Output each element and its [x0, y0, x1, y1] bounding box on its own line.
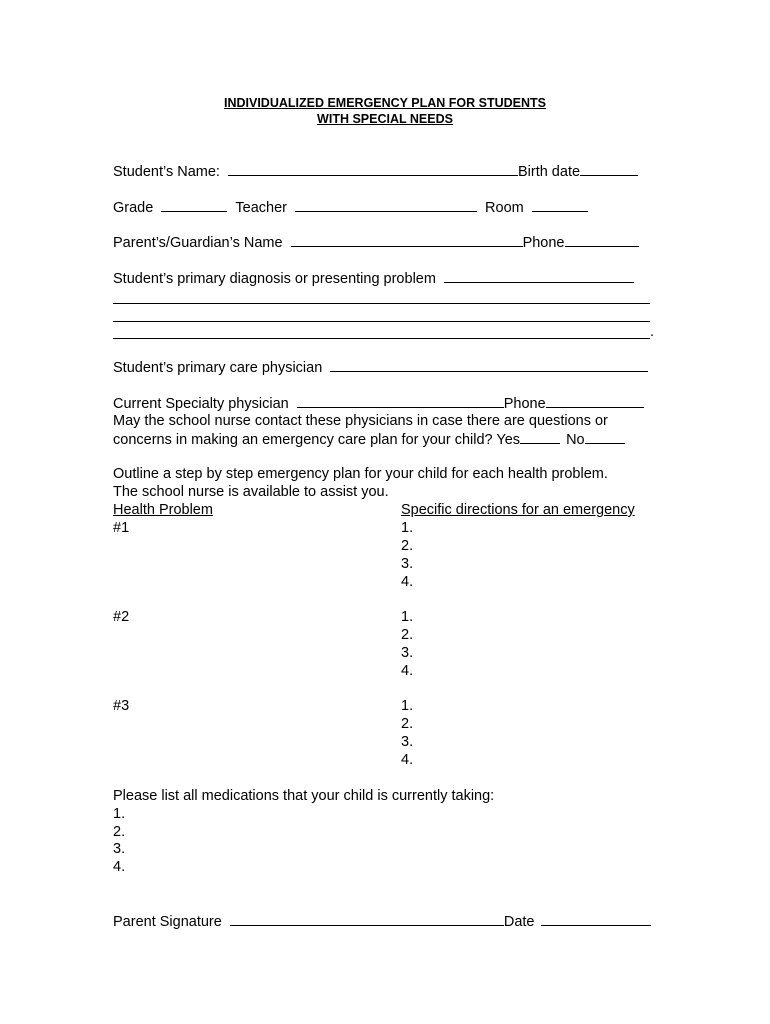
- medication-item-3: 3.: [113, 841, 126, 857]
- specialty-physician-row: [113, 394, 644, 413]
- diagnosis-line-2[interactable]: [113, 303, 650, 304]
- grade-label: Grade: [113, 200, 154, 216]
- problem-2-step-3: 3.: [401, 645, 414, 661]
- consent-yes-blank[interactable]: [520, 430, 560, 444]
- diagnosis-line-3[interactable]: [113, 321, 650, 322]
- problem-3-step-3: 3.: [401, 734, 414, 750]
- problem-3-step-4: 4.: [401, 752, 414, 768]
- parent-guardian-blank[interactable]: [291, 233, 523, 247]
- problem-2-step-4: 4.: [401, 663, 414, 679]
- parent-phone-blank[interactable]: [565, 233, 639, 247]
- primary-physician-blank[interactable]: [330, 358, 648, 372]
- grade-row: [113, 198, 588, 217]
- medication-item-2: 2.: [113, 824, 126, 840]
- parent-guardian-row: [113, 233, 639, 252]
- problem-2-step-1: 1.: [401, 609, 414, 625]
- consent-line-2: concerns in making an emergency care plan for your child? Yes: [113, 432, 521, 448]
- problem-2-label: #2: [113, 609, 130, 625]
- signature-date-label: Date: [503, 914, 535, 930]
- problem-1-step-4: 4.: [401, 574, 414, 590]
- form-title-line2: WITH SPECIAL NEEDS: [317, 112, 453, 126]
- signature-date-blank[interactable]: [541, 912, 651, 926]
- students-name-row: [113, 162, 638, 181]
- primary-physician-label: Student’s primary care physician: [113, 360, 323, 376]
- directions-header: Specific directions for an emergency: [401, 502, 635, 518]
- outline-line-1: Outline a step by step emergency plan for your child for each health problem.: [113, 466, 608, 482]
- problem-3-step-2: 2.: [401, 716, 414, 732]
- health-problem-header-text: Health Problem: [113, 502, 213, 518]
- birth-date-label: Birth date: [517, 164, 581, 180]
- form-title-line1: INDIVIDUALIZED EMERGENCY PLAN FOR STUDENTS: [223, 96, 546, 110]
- students-name-label: Student’s Name:: [113, 164, 220, 180]
- birth-date-blank[interactable]: [580, 162, 638, 176]
- teacher-label: Teacher: [235, 200, 287, 216]
- signature-row: [113, 912, 651, 931]
- specialty-phone-label: Phone: [503, 396, 546, 412]
- specialty-phone-blank[interactable]: [546, 394, 644, 408]
- medication-item-1: 1.: [113, 806, 126, 822]
- medications-heading: Please list all medications that your child is currently taking:: [113, 788, 495, 804]
- parent-phone-label: Phone: [522, 235, 565, 251]
- problem-3-step-1: 1.: [401, 698, 414, 714]
- consent-no-label: No: [566, 432, 585, 448]
- diagnosis-blank-1[interactable]: [444, 269, 634, 283]
- room-label: Room: [485, 200, 524, 216]
- consent-no-blank[interactable]: [585, 430, 625, 444]
- diagnosis-line-4[interactable]: [113, 338, 650, 339]
- primary-physician-row: [113, 358, 648, 377]
- problem-1-label: #1: [113, 520, 130, 536]
- diagnosis-label: Student’s primary diagnosis or presenting problem: [113, 271, 436, 287]
- teacher-blank[interactable]: [295, 198, 477, 212]
- problem-1-step-2: 2.: [401, 538, 414, 554]
- problem-1-step-3: 3.: [401, 556, 414, 572]
- consent-line-1: May the school nurse contact these physicians in case there are questions or: [113, 413, 608, 429]
- outline-line-2: The school nurse is available to assist you.: [113, 484, 389, 500]
- room-blank[interactable]: [532, 198, 588, 212]
- problem-3-label: #3: [113, 698, 130, 714]
- problem-2-step-2: 2.: [401, 627, 414, 643]
- consent-line-2-row: [113, 430, 625, 449]
- medication-item-4: 4.: [113, 859, 126, 875]
- grade-blank[interactable]: [161, 198, 227, 212]
- diagnosis-row: [113, 269, 634, 288]
- specialty-physician-blank[interactable]: [297, 394, 504, 408]
- parent-guardian-label: Parent’s/Guardian’s Name: [113, 235, 283, 251]
- parent-signature-label: Parent Signature: [113, 914, 222, 930]
- diagnosis-period: .: [650, 324, 655, 340]
- specialty-physician-label: Current Specialty physician: [113, 396, 289, 412]
- problem-1-step-1: 1.: [401, 520, 414, 536]
- parent-signature-blank[interactable]: [230, 912, 504, 926]
- students-name-blank[interactable]: [228, 162, 518, 176]
- health-problem-header: [113, 501, 396, 519]
